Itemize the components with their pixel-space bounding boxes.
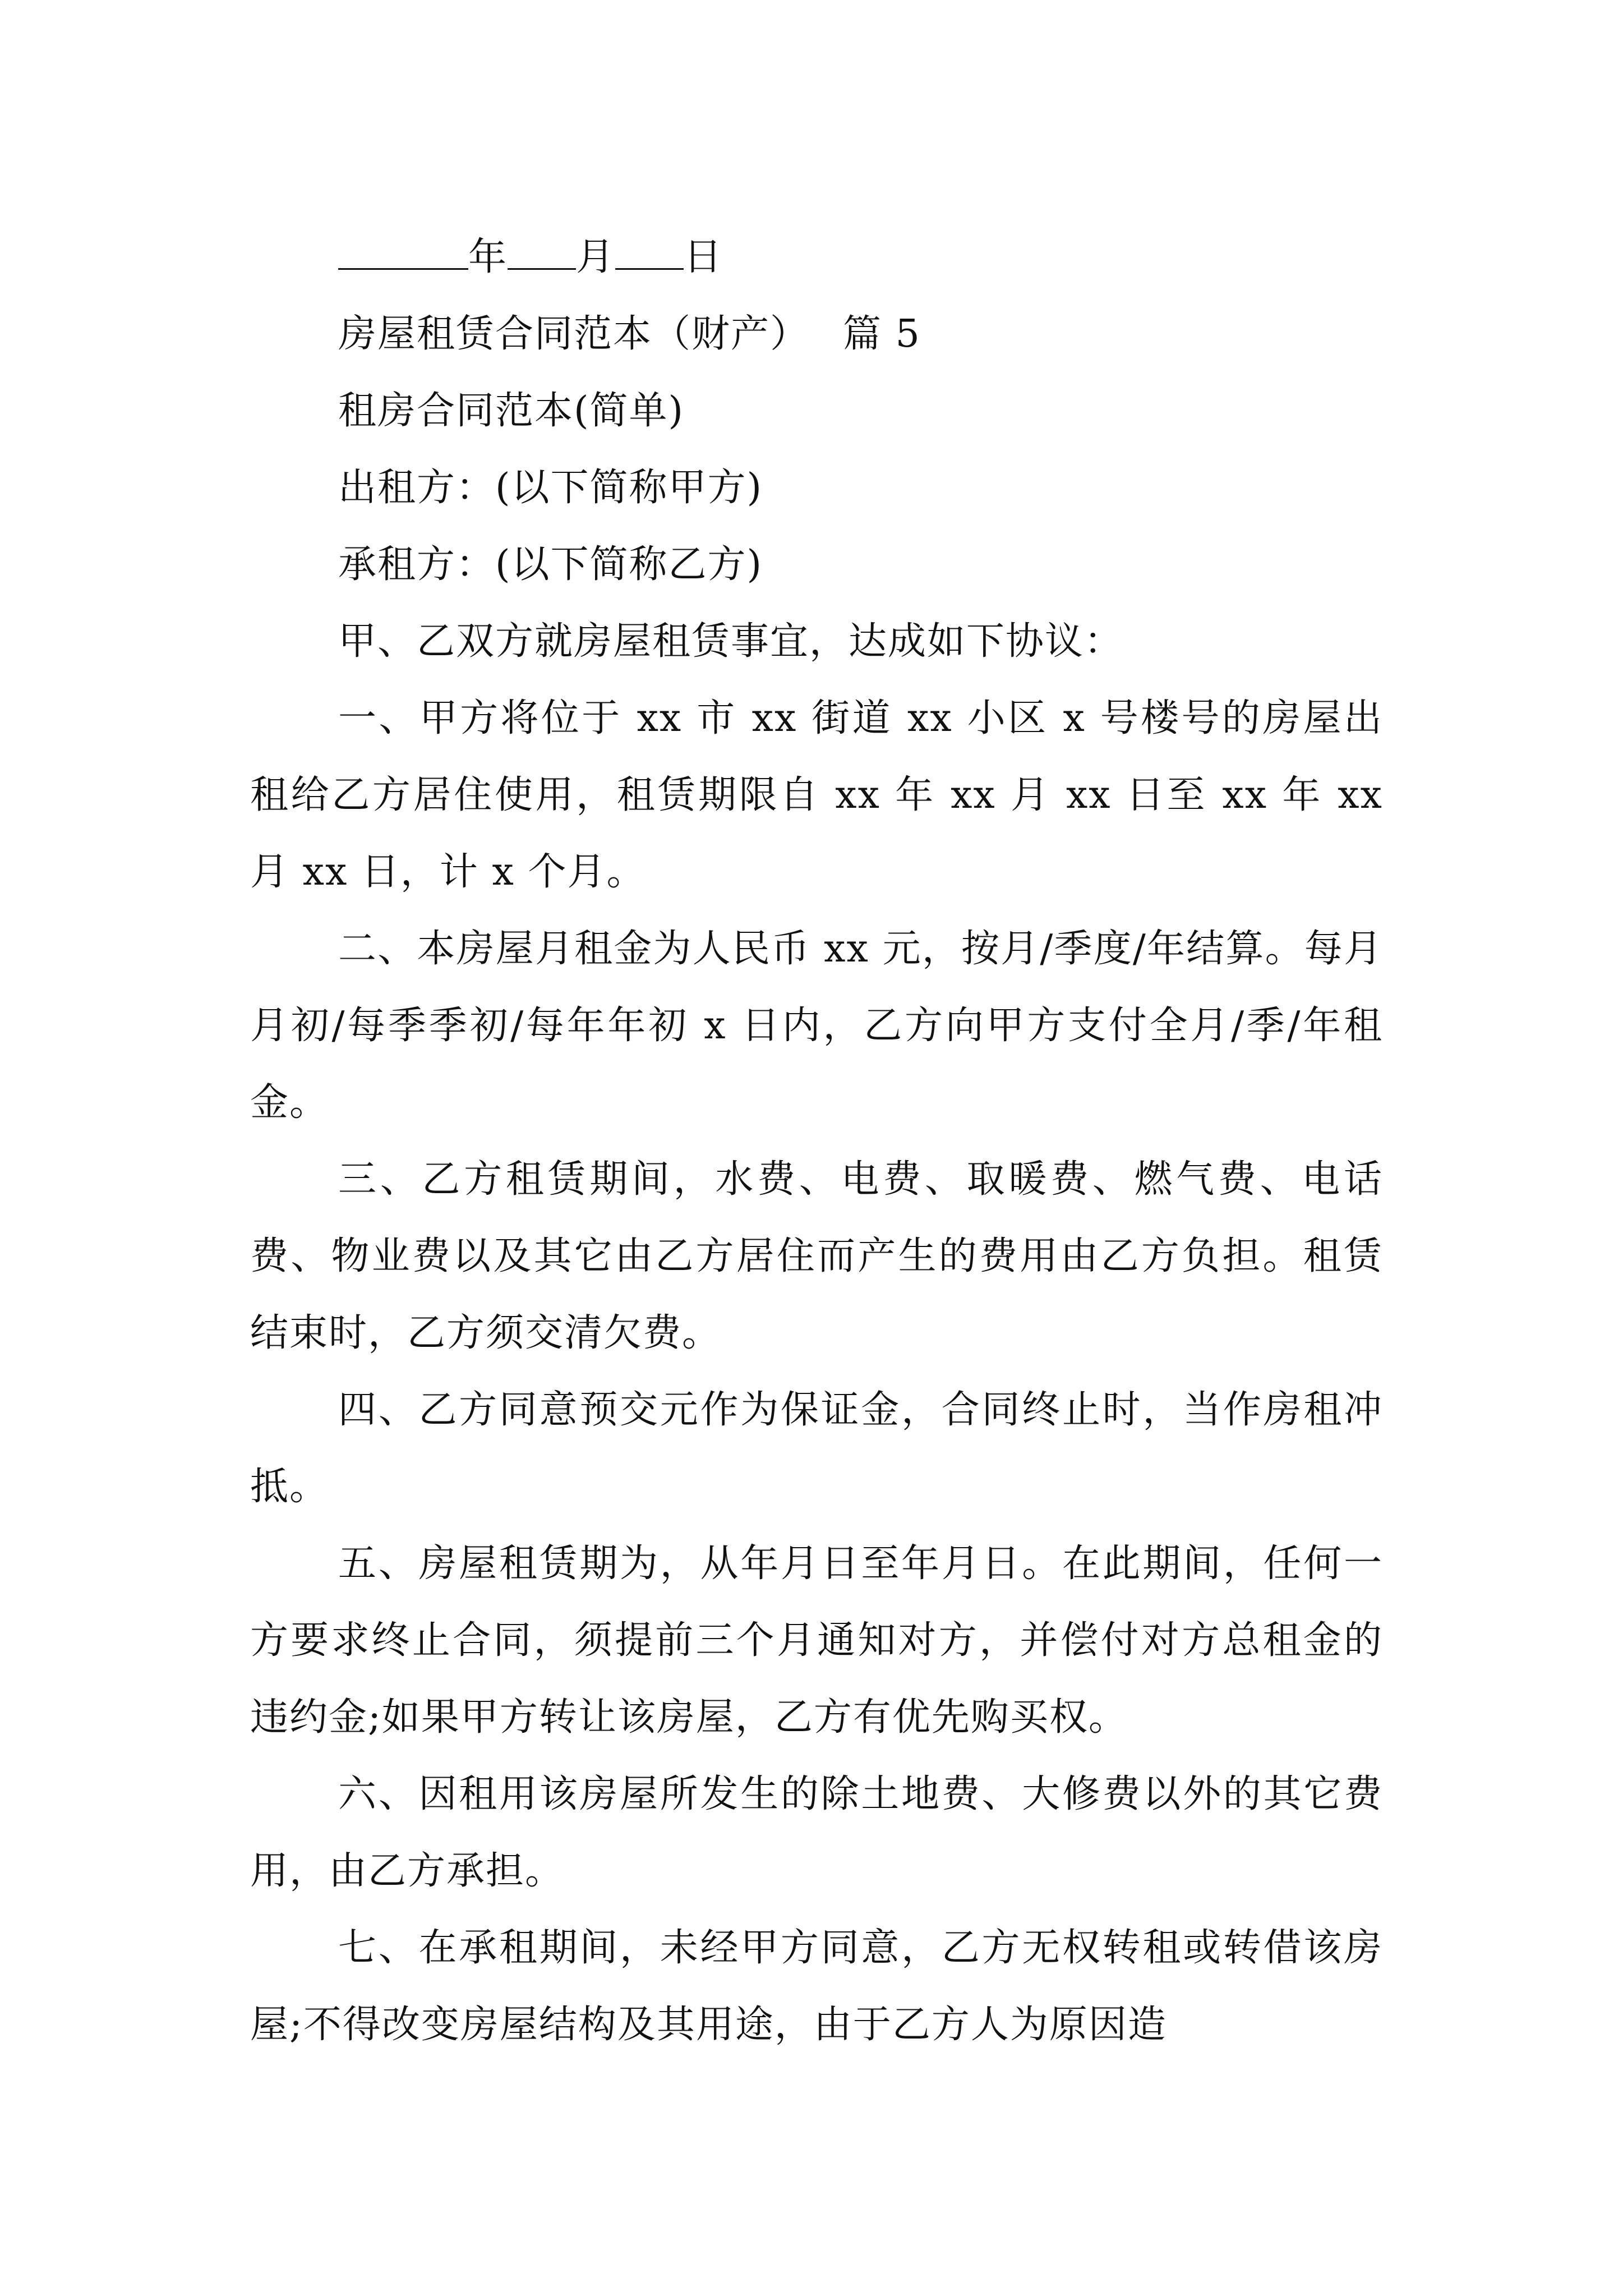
clause-3: 三、乙方租赁期间，水费、电费、取暖费、燃气费、电话费、物业费以及其它由乙方居住而产生的费用由乙方负担。租赁结束时，乙方须交清欠费。 <box>250 1157 1383 1355</box>
lessee-line: 承租方：(以下简称乙方) <box>338 542 763 587</box>
clause-7: 七、在承租期间，未经甲方同意，乙方无权转租或转借该房屋;不得改变房屋结构及其用途，由于乙方人为原因造 <box>250 1926 1383 2047</box>
date-line <box>250 219 1383 296</box>
clause-2: 二、本房屋月租金为人民币 xx 元，按月/季度/年结算。每月月初/每季季初/每年年初 x 日内，乙方向甲方支付全月/季/年租金。 <box>250 927 1383 1125</box>
year-blank <box>338 236 468 270</box>
document-title <box>250 296 1383 372</box>
clause-1: 一、甲方将位于 xx 市 xx 街道 xx 小区 x 号楼号的房屋出租给乙方居住使用，租赁期限自 xx 年 xx 月 xx 日至 xx 年 xx 月 xx 日，计 x 个月。 <box>250 696 1383 894</box>
clause-4: 四、乙方同意预交元作为保证金，合同终止时，当作房租冲抵。 <box>250 1388 1383 1509</box>
intro-line: 甲、乙双方就房屋租赁事宜，达成如下协议： <box>338 619 1124 664</box>
document-subtitle: 租房合同范本(简单) <box>338 389 685 433</box>
month-blank <box>508 236 576 270</box>
title-text: 房屋租赁合同范本（财产） <box>338 312 810 356</box>
day-blank <box>615 236 684 270</box>
clause-5: 五、房屋租赁期为，从年月日至年月日。在此期间，任何一方要求终止合同，须提前三个月通知对方，并偿付对方总租金的违约金;如果甲方转让该房屋，乙方有优先购买权。 <box>250 1542 1383 1740</box>
title-suffix: 篇 5 <box>843 312 921 356</box>
year-label: 年 <box>468 235 508 279</box>
month-label: 月 <box>576 235 616 279</box>
lessor-line: 出租方：(以下简称甲方) <box>338 466 763 510</box>
day-label: 日 <box>684 235 723 279</box>
clause-6: 六、因租用该房屋所发生的除土地费、大修费以外的其它费用，由乙方承担。 <box>250 1772 1383 1893</box>
document-body <box>250 219 1383 2063</box>
